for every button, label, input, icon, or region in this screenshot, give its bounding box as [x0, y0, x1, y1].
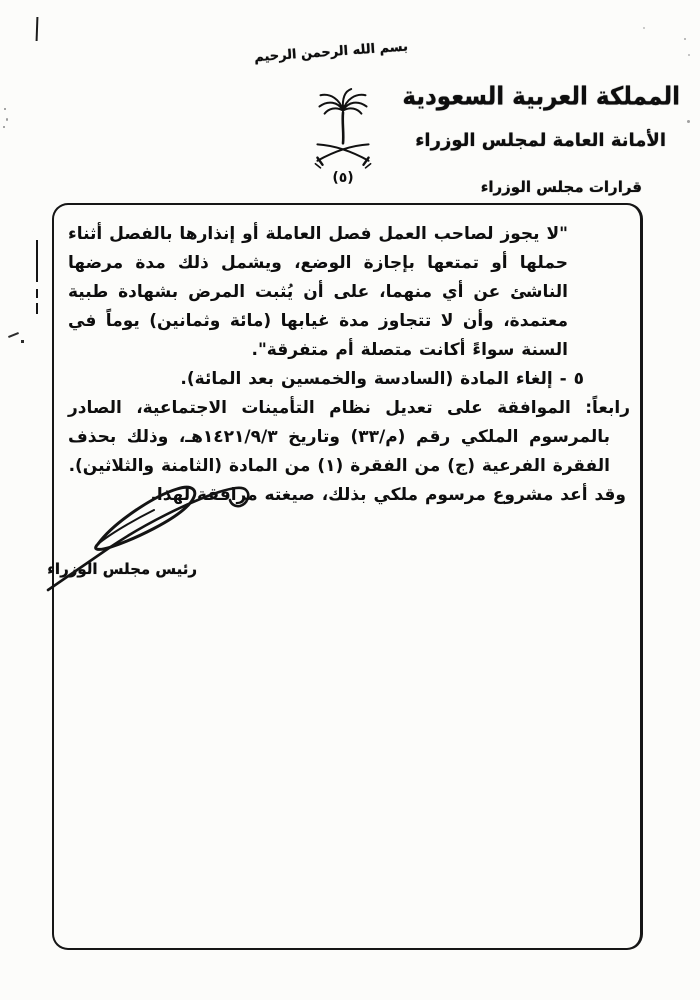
signer-title: رئيس مجلس الوزراء — [47, 560, 197, 578]
scan-artifact — [21, 340, 24, 343]
scan-artifact — [643, 27, 645, 29]
scan-artifact — [4, 108, 6, 110]
page-number: (٥) — [332, 170, 354, 186]
item-fourth-paragraph: رابعاً: الموافقة على تعديل نظام التأمينات الاجتماعية، الصادر بالمرسوم الملكي رقم (م/٣٣) وتاريخ ١٤٢١/٩/٣هـ، وذلك بحذف الفقرة الفرعية (ج) من الفقرة (١) من المادة (الثامنة والثلاثين). — [68, 398, 630, 476]
scan-artifact — [688, 54, 690, 56]
scan-artifact — [6, 118, 8, 121]
scan-artifact — [3, 126, 5, 128]
scan-artifact — [8, 332, 19, 338]
scan-artifact — [684, 38, 686, 40]
saudi-emblem-icon — [312, 86, 374, 174]
scan-artifact — [36, 17, 39, 41]
signature-scribble — [14, 476, 264, 598]
scan-artifact — [687, 120, 690, 123]
letterhead-secretariat-title: الأمانة العامة لمجلس الوزراء — [415, 130, 666, 151]
bismillah-calligraphy: بسم الله الرحمن الرحيم — [253, 39, 409, 66]
scan-artifact — [36, 240, 38, 314]
quoted-article-paragraph: "لا يجوز لصاحب العمل فصل العاملة أو إنذارها بالفصل أثناء حملها أو تمتعها بإجازة الوضع، ويشمل ذلك مدة مرضها الناشئ عن أي منهما، على أن يُثبت المرض بشهادة طبية معتمدة، وأن لا تتجاوز مدة غيابها (مائة وثمانين) يوماً في السنة سواءً أكانت متصلة أم متفرقة". — [68, 224, 568, 360]
item-five-line: ٥ - إلغاء المادة (السادسة والخمسين بعد المائة). — [180, 369, 584, 389]
letterhead-kingdom-title: المملكة العربية السعودية — [402, 82, 680, 112]
closing-line: وقد أعد مشروع مرسوم ملكي بذلك، صيغته مرافقة لهذا. — [150, 485, 626, 505]
letterhead-decisions-title: قرارات مجلس الوزراء — [480, 178, 642, 196]
